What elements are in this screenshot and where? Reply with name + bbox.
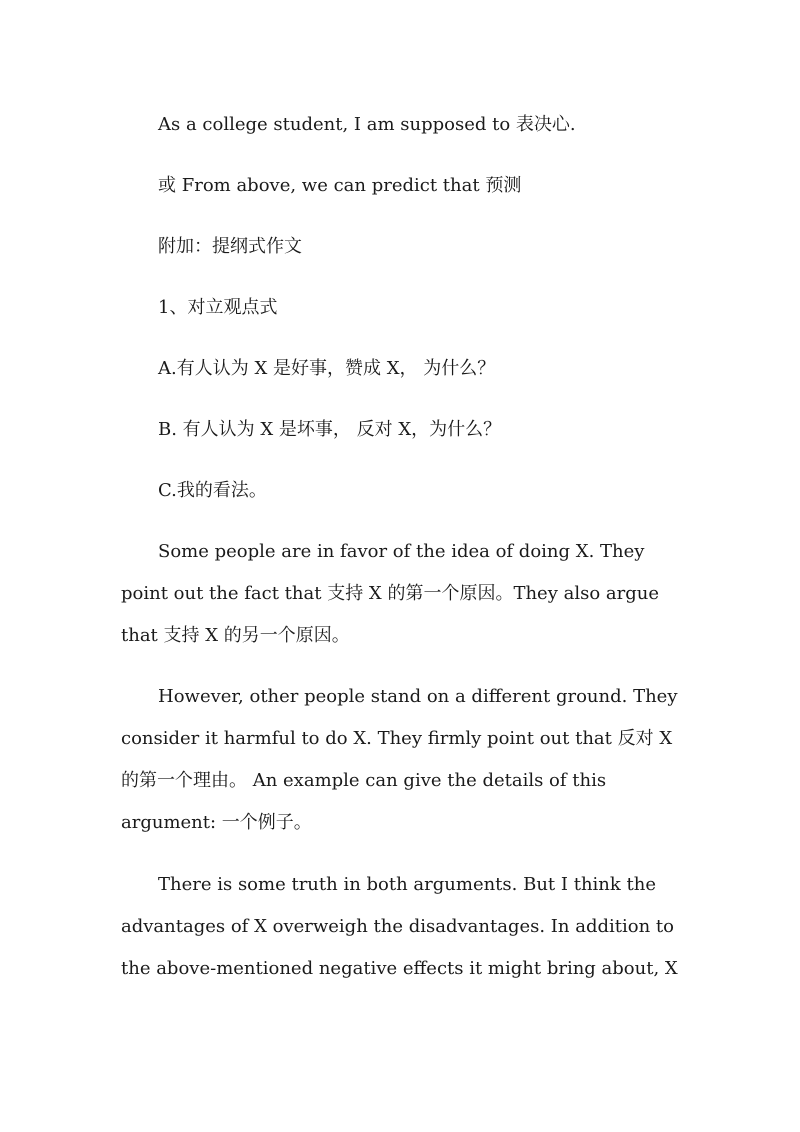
- paragraph-favor: Some people are in favor of the idea of doing X. They point out the fact that 支持 X 的第一个原因。They also argue that 支持 X 的另一个原因。: [121, 541, 659, 646]
- text-line-conclusion: As a college student, I am supposed to 表决心.: [158, 114, 576, 135]
- text-line-appendix-heading: 附加：提纲式作文: [158, 236, 302, 257]
- text-line-outline-c: C.我的看法。: [158, 480, 267, 501]
- text-line-section-title: 1、对立观点式: [158, 297, 278, 318]
- document-body: [121, 104, 681, 990]
- text-line-prediction: 或 From above, we can predict that 预测: [158, 175, 522, 196]
- text-line-outline-a: A.有人认为 X 是好事，赞成 X， 为什么？: [158, 358, 496, 379]
- text-line-outline-b: B. 有人认为 X 是坏事， 反对 X，为什么？: [158, 419, 502, 440]
- paragraph-against: However, other people stand on a different ground. They consider it harmful to do X. They firmly point out that 反对 X 的第一个理由。 An example can give the details of this argument: 一个例子。: [121, 686, 678, 833]
- paragraph-opinion: There is some truth in both arguments. But I think the advantages of X overweigh the disadvantages. In addition to the above-mentioned negative effects it might bring about, X: [121, 874, 678, 979]
